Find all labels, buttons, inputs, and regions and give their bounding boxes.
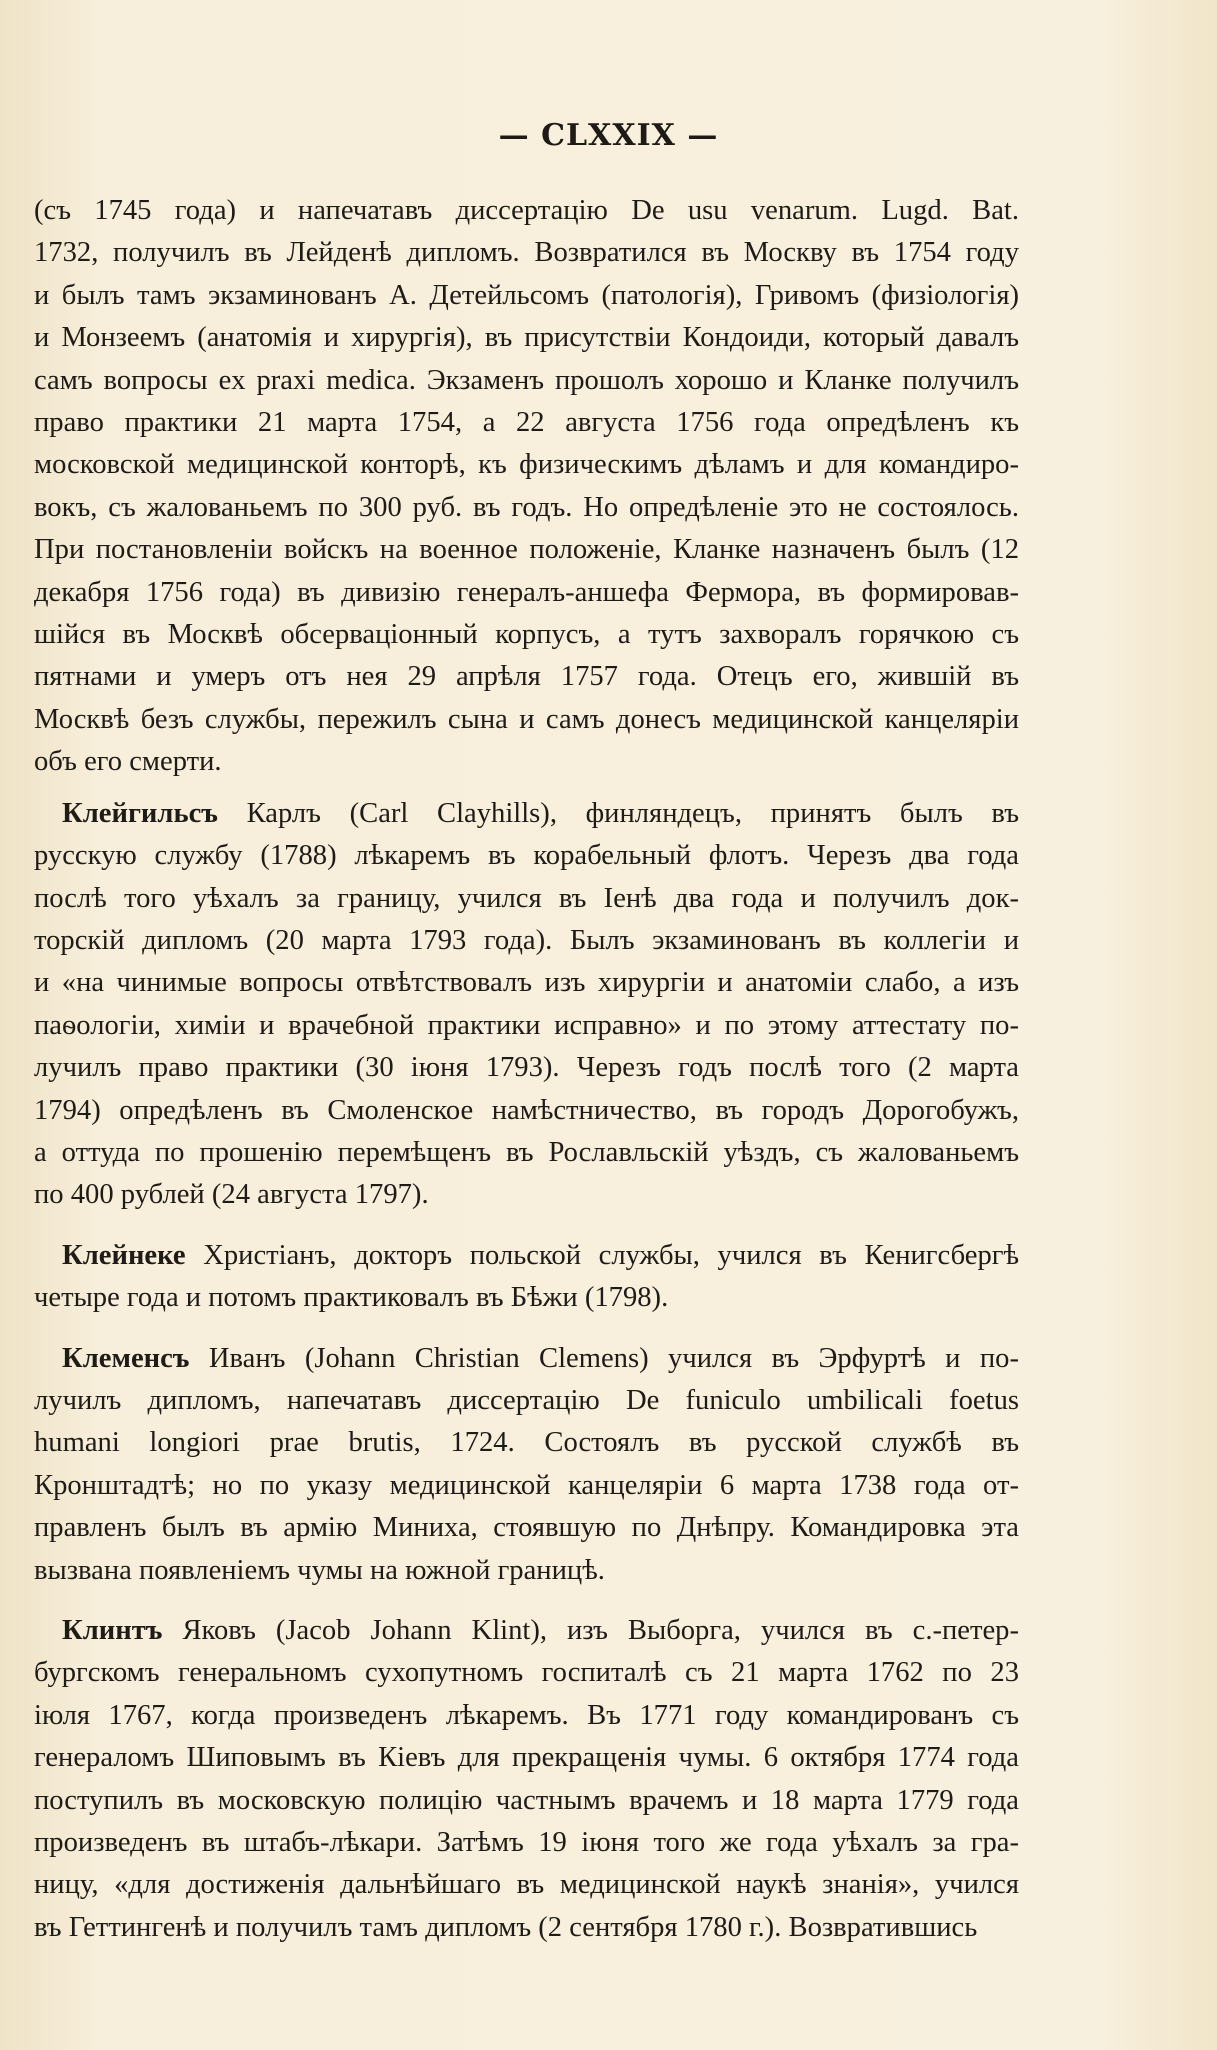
text-line: humani longiori prae brutis, 1724. Состоялъ въ русской службѣ въ bbox=[34, 1427, 1019, 1459]
text-line: право практики 21 марта 1754, а 22 августа 1756 года опредѣленъ къ bbox=[34, 407, 1019, 439]
text-line: Кронштадтѣ; но по указу медицинской канцеляріи 6 марта 1738 года от- bbox=[34, 1469, 1019, 1501]
text-line: При постановленіи войскъ на военное положеніе, Кланке назначенъ былъ (12 bbox=[34, 534, 1019, 566]
text-line: ницу, «для достиженія дальнѣйшаго въ медицинской наукѣ знанія», учился bbox=[34, 1869, 1019, 1901]
text-line: вызвана появленіемъ чумы на южной границѣ. bbox=[34, 1554, 605, 1586]
text-line: четыре года и потомъ практиковалъ въ Бѣжи (1798). bbox=[34, 1282, 669, 1314]
text-line: Москвѣ безъ службы, пережилъ сына и самъ донесъ медицинской канцеляріи bbox=[34, 703, 1019, 735]
paragraph-klanke-continued bbox=[34, 190, 1019, 784]
entry-heading: Клеменсъ bbox=[62, 1342, 190, 1374]
text-line: объ его смерти. bbox=[34, 746, 222, 778]
text-run: Яковъ (Jacob Johann Klint), изъ Выборга, учился въ с.-петер- bbox=[162, 1615, 1019, 1646]
entry-heading: Клейгильсъ bbox=[62, 797, 218, 829]
text-line: лучилъ право практики (30 іюня 1793). Черезъ годъ послѣ того (2 марта bbox=[34, 1052, 1019, 1084]
text-line: генераломъ Шиповымъ въ Кіевъ для прекращенія чумы. 6 октября 1774 года bbox=[34, 1742, 1019, 1774]
page-number: — CLXXIX — bbox=[498, 118, 719, 153]
page-text bbox=[34, 190, 1019, 1949]
text-run: Карлъ (Carl Clayhills), финляндецъ, принятъ былъ въ bbox=[217, 797, 1019, 829]
text-line: (съ 1745 года) и напечатавъ диссертацію De usu venarum. Lugd. Bat. bbox=[34, 195, 1019, 226]
text-line: шійся въ Москвѣ обсерваціонный корпусъ, а тутъ захворалъ горячкою съ bbox=[34, 619, 1019, 651]
paragraph-klint bbox=[34, 1610, 1019, 1949]
paragraph-kleineke bbox=[34, 1235, 1019, 1320]
text-line: бургскомъ генеральномъ сухопутномъ госпиталѣ съ 21 марта 1762 по 23 bbox=[34, 1657, 1019, 1689]
text-line: произведенъ въ штабъ-лѣкари. Затѣмъ 19 іюня того же года уѣхалъ за гра- bbox=[34, 1827, 1019, 1859]
entry-heading: Клейнеке bbox=[62, 1239, 186, 1271]
text-line: торскій дипломъ (20 марта 1793 года). Былъ экзаминованъ въ коллегіи и bbox=[34, 924, 1019, 956]
text-line: поступилъ въ московскую полицію частнымъ врачемъ и 18 марта 1779 года bbox=[34, 1784, 1019, 1816]
entry-heading: Клинтъ bbox=[62, 1615, 163, 1646]
text-line: лучилъ дипломъ, напечатавъ диссертацію De funiculo umbilicali foetus bbox=[34, 1384, 1019, 1416]
text-line: а оттуда по прошенію перемѣщенъ въ Рославльскій уѣздъ, съ жалованьемъ bbox=[34, 1136, 1019, 1168]
text-line: пятнами и умеръ отъ нея 29 апрѣля 1757 года. Отецъ его, жившій въ bbox=[34, 661, 1019, 693]
text-line: декабря 1756 года) въ дивизію генералъ-аншефа Фермора, въ формировав- bbox=[34, 576, 1019, 608]
text-line: 1794) опредѣленъ въ Смоленское намѣстничество, въ городъ Дорогобужъ, bbox=[34, 1094, 1019, 1126]
text-line: правленъ былъ въ армію Миниха, стоявшую по Днѣпру. Командировка эта bbox=[34, 1512, 1019, 1544]
text-line: 1732, получилъ въ Лейденѣ дипломъ. Возвратился въ Москву въ 1754 году bbox=[34, 237, 1019, 269]
text-line: іюля 1767, когда произведенъ лѣкаремъ. Въ 1771 году командированъ съ bbox=[34, 1699, 1019, 1731]
text-line: въ Геттингенѣ и получилъ тамъ дипломъ (2 сентября 1780 г.). Возвратившись bbox=[34, 1911, 978, 1943]
text-line bbox=[34, 1338, 1019, 1380]
text-line: самъ вопросы ex praxi medica. Экзаменъ прошолъ хорошо и Кланке получилъ bbox=[34, 364, 1019, 396]
text-line bbox=[34, 1610, 1019, 1652]
text-line: и Монзеемъ (анатомія и хирургія), въ присутствіи Кондоиди, который давалъ bbox=[34, 322, 1019, 354]
paragraph-kleigils bbox=[34, 793, 1019, 1217]
text-line: московской медицинской конторѣ, къ физическимъ дѣламъ и для командиро- bbox=[34, 449, 1019, 481]
text-line: вокъ, съ жалованьемъ по 300 руб. въ годъ. Но опредѣленіе это не состоялось. bbox=[34, 491, 1019, 523]
paragraph-klemens bbox=[34, 1338, 1019, 1592]
text-line: послѣ того уѣхалъ за границу, учился въ Іенѣ два года и получилъ док- bbox=[34, 882, 1019, 914]
text-line bbox=[34, 1235, 1019, 1277]
text-run: Христіанъ, докторъ польской службы, учился въ Кенигсбергѣ bbox=[185, 1239, 1019, 1271]
text-line: по 400 рублей (24 августа 1797). bbox=[34, 1179, 429, 1211]
text-line bbox=[34, 793, 1019, 835]
text-line: и «на чинимые вопросы отвѣтствовалъ изъ хирургіи и анатоміи слабо, а изъ bbox=[34, 967, 1019, 999]
text-line: и былъ тамъ экзаминованъ А. Детейльсомъ (патологія), Гривомъ (физіологія) bbox=[34, 279, 1019, 311]
text-line: русскую службу (1788) лѣкаремъ въ корабельный флотъ. Черезъ два года bbox=[34, 840, 1019, 872]
text-run: Иванъ (Johann Christian Clemens) учился въ Эрфуртѣ и по- bbox=[189, 1342, 1019, 1374]
text-line: паѳологіи, химіи и врачебной практики исправно» и по этому аттестату по- bbox=[34, 1009, 1019, 1041]
